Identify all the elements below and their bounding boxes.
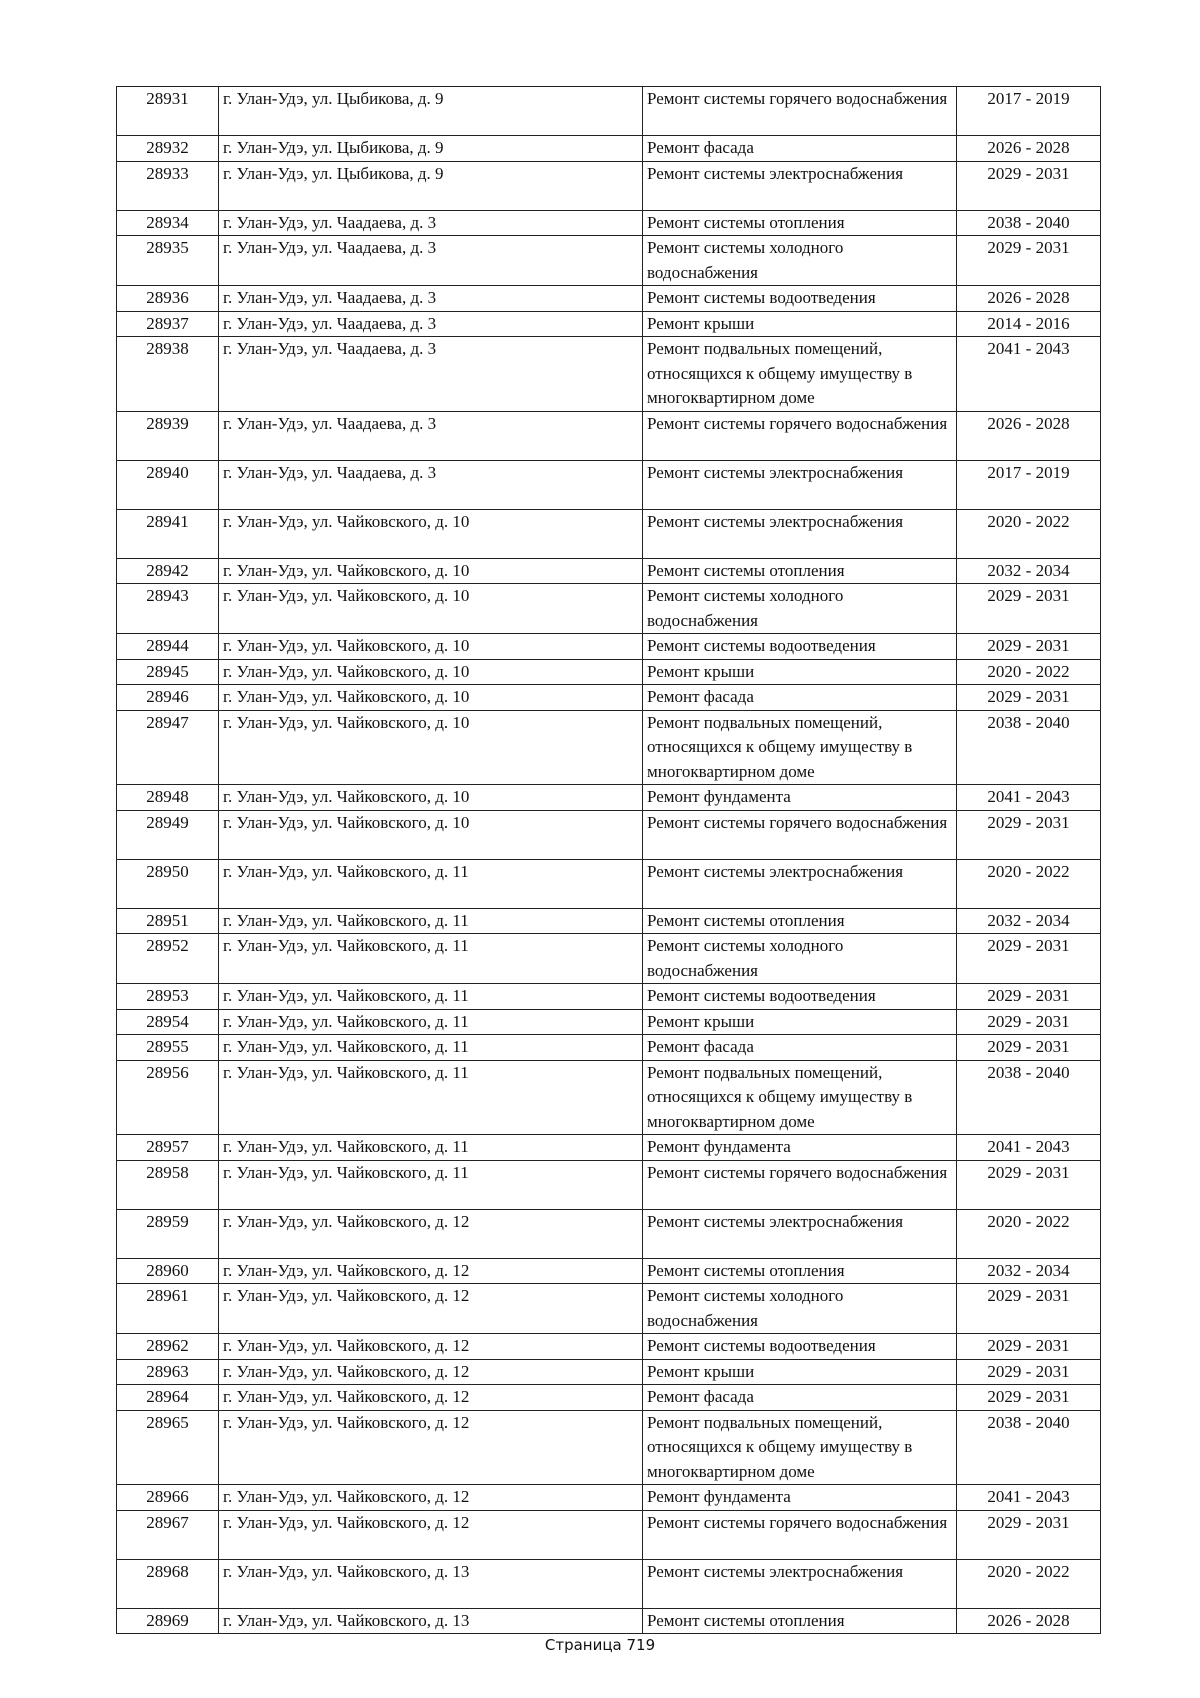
- work-type-cell: Ремонт системы электроснабжения: [643, 1209, 957, 1258]
- address-cell: г. Улан-Удэ, ул. Чаадаева, д. 3: [219, 210, 643, 236]
- table-row: [117, 337, 1101, 412]
- row-number-cell: 28948: [117, 785, 219, 811]
- table-row: [117, 1608, 1101, 1634]
- period-cell: 2029 - 2031: [957, 984, 1101, 1010]
- period-cell: 2029 - 2031: [957, 1510, 1101, 1559]
- work-type-cell: Ремонт системы холодного водоснабжения: [643, 934, 957, 984]
- address-cell: г. Улан-Удэ, ул. Чайковского, д. 10: [219, 710, 643, 785]
- period-cell: 2020 - 2022: [957, 1209, 1101, 1258]
- row-number-cell: 28946: [117, 685, 219, 711]
- address-cell: г. Улан-Удэ, ул. Чайковского, д. 13: [219, 1559, 643, 1608]
- period-cell: 2038 - 2040: [957, 1410, 1101, 1485]
- table-row: [117, 984, 1101, 1010]
- row-number-cell: 28947: [117, 710, 219, 785]
- table-row: [117, 634, 1101, 660]
- row-number-cell: 28951: [117, 908, 219, 934]
- row-number-cell: 28950: [117, 859, 219, 908]
- address-cell: г. Улан-Удэ, ул. Чайковского, д. 10: [219, 785, 643, 811]
- period-cell: 2026 - 2028: [957, 411, 1101, 460]
- work-type-cell: Ремонт крыши: [643, 311, 957, 337]
- work-type-cell: Ремонт системы холодного водоснабжения: [643, 236, 957, 286]
- work-type-cell: Ремонт системы холодного водоснабжения: [643, 1284, 957, 1334]
- period-cell: 2029 - 2031: [957, 584, 1101, 634]
- table-row: [117, 1385, 1101, 1411]
- address-cell: г. Улан-Удэ, ул. Цыбикова, д. 9: [219, 136, 643, 162]
- period-cell: 2026 - 2028: [957, 1608, 1101, 1634]
- row-number-cell: 28958: [117, 1160, 219, 1209]
- address-cell: г. Улан-Удэ, ул. Чайковского, д. 11: [219, 1160, 643, 1209]
- table-row: [117, 1060, 1101, 1135]
- row-number-cell: 28963: [117, 1359, 219, 1385]
- work-type-cell: Ремонт фундамента: [643, 1135, 957, 1161]
- address-cell: г. Улан-Удэ, ул. Чайковского, д. 10: [219, 685, 643, 711]
- table-row: [117, 558, 1101, 584]
- address-cell: г. Улан-Удэ, ул. Чаадаева, д. 3: [219, 236, 643, 286]
- table-row: [117, 1258, 1101, 1284]
- table-row: [117, 810, 1101, 859]
- row-number-cell: 28957: [117, 1135, 219, 1161]
- period-cell: 2041 - 2043: [957, 785, 1101, 811]
- row-number-cell: 28965: [117, 1410, 219, 1485]
- table-row: [117, 1485, 1101, 1511]
- row-number-cell: 28962: [117, 1334, 219, 1360]
- work-type-cell: Ремонт системы горячего водоснабжения: [643, 411, 957, 460]
- row-number-cell: 28956: [117, 1060, 219, 1135]
- row-number-cell: 28964: [117, 1385, 219, 1411]
- work-type-cell: Ремонт системы водоотведения: [643, 984, 957, 1010]
- table-row: [117, 584, 1101, 634]
- period-cell: 2020 - 2022: [957, 659, 1101, 685]
- table-row: [117, 311, 1101, 337]
- period-cell: 2041 - 2043: [957, 337, 1101, 412]
- address-cell: г. Улан-Удэ, ул. Чайковского, д. 11: [219, 908, 643, 934]
- work-type-cell: Ремонт системы холодного водоснабжения: [643, 584, 957, 634]
- table-row: [117, 908, 1101, 934]
- period-cell: 2029 - 2031: [957, 161, 1101, 210]
- address-cell: г. Улан-Удэ, ул. Чайковского, д. 12: [219, 1334, 643, 1360]
- row-number-cell: 28931: [117, 87, 219, 136]
- work-type-cell: Ремонт системы горячего водоснабжения: [643, 810, 957, 859]
- row-number-cell: 28945: [117, 659, 219, 685]
- table-row: [117, 685, 1101, 711]
- table-row: [117, 1559, 1101, 1608]
- table-row: [117, 710, 1101, 785]
- row-number-cell: 28938: [117, 337, 219, 412]
- row-number-cell: 28942: [117, 558, 219, 584]
- period-cell: 2026 - 2028: [957, 136, 1101, 162]
- address-cell: г. Улан-Удэ, ул. Чайковского, д. 12: [219, 1284, 643, 1334]
- period-cell: 2029 - 2031: [957, 1160, 1101, 1209]
- work-type-cell: Ремонт фасада: [643, 1035, 957, 1061]
- work-type-cell: Ремонт системы электроснабжения: [643, 509, 957, 558]
- work-type-cell: Ремонт фундамента: [643, 1485, 957, 1511]
- table-row: [117, 1334, 1101, 1360]
- period-cell: 2029 - 2031: [957, 1284, 1101, 1334]
- period-cell: 2017 - 2019: [957, 87, 1101, 136]
- row-number-cell: 28935: [117, 236, 219, 286]
- table-row: [117, 286, 1101, 312]
- period-cell: 2029 - 2031: [957, 810, 1101, 859]
- work-type-cell: Ремонт системы отопления: [643, 210, 957, 236]
- work-type-cell: Ремонт крыши: [643, 659, 957, 685]
- row-number-cell: 28955: [117, 1035, 219, 1061]
- work-type-cell: Ремонт системы отопления: [643, 1608, 957, 1634]
- period-cell: 2038 - 2040: [957, 1060, 1101, 1135]
- work-type-cell: Ремонт подвальных помещений, относящихся к общему имуществу в многоквартирном доме: [643, 1060, 957, 1135]
- work-type-cell: Ремонт системы водоотведения: [643, 1334, 957, 1360]
- work-type-cell: Ремонт крыши: [643, 1009, 957, 1035]
- address-cell: г. Улан-Удэ, ул. Чайковского, д. 11: [219, 1135, 643, 1161]
- period-cell: 2029 - 2031: [957, 1334, 1101, 1360]
- table-row: [117, 859, 1101, 908]
- period-cell: 2029 - 2031: [957, 1009, 1101, 1035]
- period-cell: 2029 - 2031: [957, 685, 1101, 711]
- address-cell: г. Улан-Удэ, ул. Чайковского, д. 12: [219, 1485, 643, 1511]
- row-number-cell: 28940: [117, 460, 219, 509]
- period-cell: 2026 - 2028: [957, 286, 1101, 312]
- period-cell: 2017 - 2019: [957, 460, 1101, 509]
- address-cell: г. Улан-Удэ, ул. Чайковского, д. 12: [219, 1209, 643, 1258]
- work-type-cell: Ремонт крыши: [643, 1359, 957, 1385]
- period-cell: 2029 - 2031: [957, 934, 1101, 984]
- period-cell: 2032 - 2034: [957, 1258, 1101, 1284]
- period-cell: 2041 - 2043: [957, 1485, 1101, 1511]
- period-cell: 2029 - 2031: [957, 634, 1101, 660]
- table-row: [117, 509, 1101, 558]
- address-cell: г. Улан-Удэ, ул. Чаадаева, д. 3: [219, 411, 643, 460]
- address-cell: г. Улан-Удэ, ул. Цыбикова, д. 9: [219, 161, 643, 210]
- table-row: [117, 785, 1101, 811]
- address-cell: г. Улан-Удэ, ул. Чаадаева, д. 3: [219, 460, 643, 509]
- address-cell: г. Улан-Удэ, ул. Чаадаева, д. 3: [219, 311, 643, 337]
- period-cell: 2038 - 2040: [957, 710, 1101, 785]
- table-row: [117, 659, 1101, 685]
- address-cell: г. Улан-Удэ, ул. Чаадаева, д. 3: [219, 337, 643, 412]
- work-type-cell: Ремонт системы отопления: [643, 1258, 957, 1284]
- table-row: [117, 1410, 1101, 1485]
- address-cell: г. Улан-Удэ, ул. Чайковского, д. 11: [219, 1009, 643, 1035]
- address-cell: г. Улан-Удэ, ул. Чайковского, д. 13: [219, 1608, 643, 1634]
- address-cell: г. Улан-Удэ, ул. Чайковского, д. 10: [219, 509, 643, 558]
- period-cell: 2014 - 2016: [957, 311, 1101, 337]
- work-type-cell: Ремонт системы электроснабжения: [643, 161, 957, 210]
- row-number-cell: 28944: [117, 634, 219, 660]
- work-type-cell: Ремонт фасада: [643, 136, 957, 162]
- work-type-cell: Ремонт подвальных помещений, относящихся к общему имуществу в многоквартирном доме: [643, 337, 957, 412]
- work-type-cell: Ремонт системы электроснабжения: [643, 1559, 957, 1608]
- address-cell: г. Улан-Удэ, ул. Чайковского, д. 12: [219, 1510, 643, 1559]
- address-cell: г. Улан-Удэ, ул. Чайковского, д. 10: [219, 634, 643, 660]
- period-cell: 2038 - 2040: [957, 210, 1101, 236]
- work-type-cell: Ремонт системы водоотведения: [643, 634, 957, 660]
- period-cell: 2029 - 2031: [957, 1359, 1101, 1385]
- row-number-cell: 28961: [117, 1284, 219, 1334]
- work-type-cell: Ремонт системы электроснабжения: [643, 460, 957, 509]
- row-number-cell: 28960: [117, 1258, 219, 1284]
- row-number-cell: 28967: [117, 1510, 219, 1559]
- row-number-cell: 28934: [117, 210, 219, 236]
- table-row: [117, 1135, 1101, 1161]
- address-cell: г. Улан-Удэ, ул. Чайковского, д. 10: [219, 659, 643, 685]
- table-row: [117, 1160, 1101, 1209]
- row-number-cell: 28941: [117, 509, 219, 558]
- address-cell: г. Улан-Удэ, ул. Чайковского, д. 10: [219, 810, 643, 859]
- work-type-cell: Ремонт системы электроснабжения: [643, 859, 957, 908]
- work-type-cell: Ремонт системы водоотведения: [643, 286, 957, 312]
- period-cell: 2029 - 2031: [957, 1035, 1101, 1061]
- table-row: [117, 1359, 1101, 1385]
- table-row: [117, 87, 1101, 136]
- row-number-cell: 28937: [117, 311, 219, 337]
- work-type-cell: Ремонт системы горячего водоснабжения: [643, 87, 957, 136]
- work-type-cell: Ремонт системы горячего водоснабжения: [643, 1160, 957, 1209]
- work-type-cell: Ремонт системы отопления: [643, 558, 957, 584]
- period-cell: 2032 - 2034: [957, 558, 1101, 584]
- work-type-cell: Ремонт системы отопления: [643, 908, 957, 934]
- row-number-cell: 28932: [117, 136, 219, 162]
- address-cell: г. Улан-Удэ, ул. Чайковского, д. 10: [219, 584, 643, 634]
- table-row: [117, 161, 1101, 210]
- row-number-cell: 28966: [117, 1485, 219, 1511]
- row-number-cell: 28954: [117, 1009, 219, 1035]
- period-cell: 2020 - 2022: [957, 1559, 1101, 1608]
- address-cell: г. Улан-Удэ, ул. Цыбикова, д. 9: [219, 87, 643, 136]
- address-cell: г. Улан-Удэ, ул. Чайковского, д. 12: [219, 1410, 643, 1485]
- address-cell: г. Улан-Удэ, ул. Чайковского, д. 12: [219, 1359, 643, 1385]
- address-cell: г. Улан-Удэ, ул. Чайковского, д. 12: [219, 1258, 643, 1284]
- period-cell: 2020 - 2022: [957, 859, 1101, 908]
- period-cell: 2020 - 2022: [957, 509, 1101, 558]
- table-row: [117, 411, 1101, 460]
- table-row: [117, 1035, 1101, 1061]
- row-number-cell: 28969: [117, 1608, 219, 1634]
- table-body: [117, 87, 1101, 1634]
- row-number-cell: 28952: [117, 934, 219, 984]
- table-row: [117, 136, 1101, 162]
- table-row: [117, 1209, 1101, 1258]
- work-type-cell: Ремонт фасада: [643, 1385, 957, 1411]
- table-row: [117, 934, 1101, 984]
- row-number-cell: 28949: [117, 810, 219, 859]
- repair-schedule-table: [116, 86, 1101, 1634]
- period-cell: 2029 - 2031: [957, 1385, 1101, 1411]
- table-row: [117, 236, 1101, 286]
- row-number-cell: 28943: [117, 584, 219, 634]
- address-cell: г. Улан-Удэ, ул. Чайковского, д. 11: [219, 1060, 643, 1135]
- work-type-cell: Ремонт системы горячего водоснабжения: [643, 1510, 957, 1559]
- address-cell: г. Улан-Удэ, ул. Чайковского, д. 10: [219, 558, 643, 584]
- address-cell: г. Улан-Удэ, ул. Чайковского, д. 12: [219, 1385, 643, 1411]
- period-cell: 2029 - 2031: [957, 236, 1101, 286]
- row-number-cell: 28968: [117, 1559, 219, 1608]
- address-cell: г. Улан-Удэ, ул. Чайковского, д. 11: [219, 984, 643, 1010]
- row-number-cell: 28953: [117, 984, 219, 1010]
- work-type-cell: Ремонт фасада: [643, 685, 957, 711]
- work-type-cell: Ремонт фундамента: [643, 785, 957, 811]
- period-cell: 2041 - 2043: [957, 1135, 1101, 1161]
- page-number: Страница 719: [544, 1636, 656, 1654]
- row-number-cell: 28939: [117, 411, 219, 460]
- work-type-cell: Ремонт подвальных помещений, относящихся к общему имуществу в многоквартирном доме: [643, 1410, 957, 1485]
- address-cell: г. Улан-Удэ, ул. Чаадаева, д. 3: [219, 286, 643, 312]
- period-cell: 2032 - 2034: [957, 908, 1101, 934]
- table-row: [117, 1284, 1101, 1334]
- table-row: [117, 1009, 1101, 1035]
- table-row: [117, 460, 1101, 509]
- address-cell: г. Улан-Удэ, ул. Чайковского, д. 11: [219, 1035, 643, 1061]
- address-cell: г. Улан-Удэ, ул. Чайковского, д. 11: [219, 859, 643, 908]
- address-cell: г. Улан-Удэ, ул. Чайковского, д. 11: [219, 934, 643, 984]
- row-number-cell: 28959: [117, 1209, 219, 1258]
- table-row: [117, 1510, 1101, 1559]
- work-type-cell: Ремонт подвальных помещений, относящихся к общему имуществу в многоквартирном доме: [643, 710, 957, 785]
- row-number-cell: 28933: [117, 161, 219, 210]
- row-number-cell: 28936: [117, 286, 219, 312]
- table-row: [117, 210, 1101, 236]
